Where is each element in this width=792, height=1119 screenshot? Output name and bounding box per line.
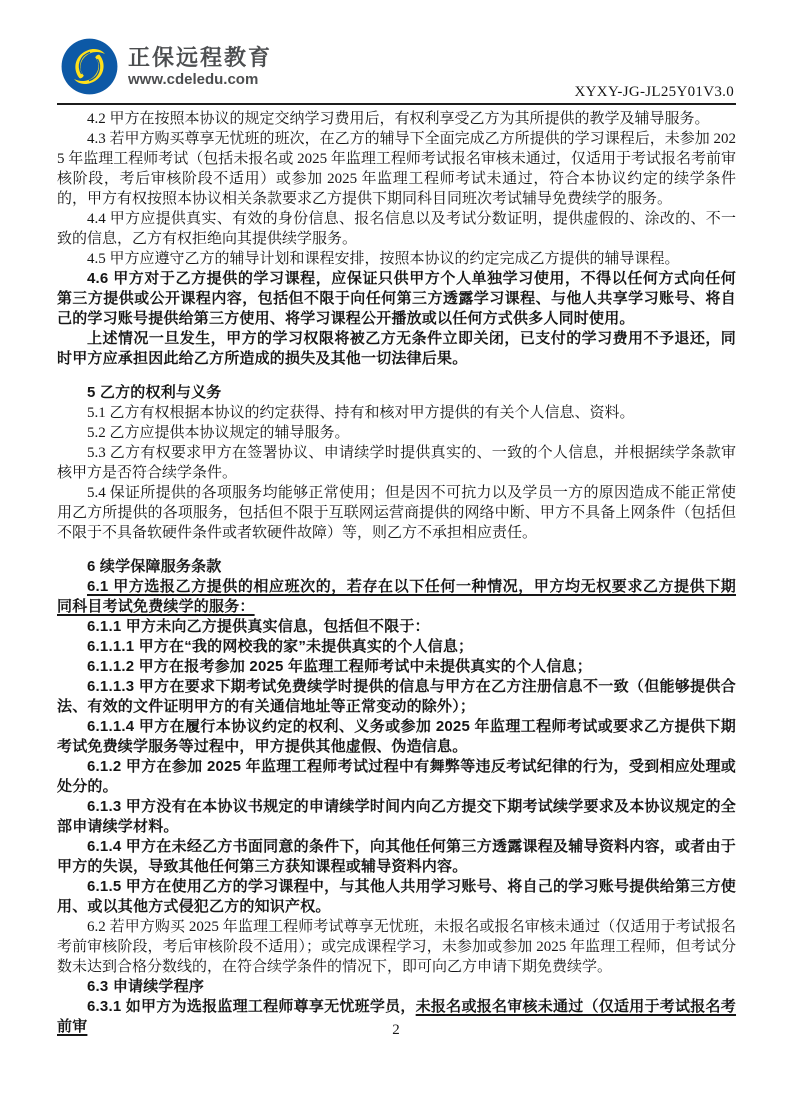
paragraph-text: 5.3 乙方有权要求甲方在签署协议、申请续学时提供真实的、一致的个人信息，并根据续学条款审核甲方是否符合续学条件。 bbox=[57, 445, 736, 481]
paragraph-text: 4.3 若甲方购买尊享无忧班的班次，在乙方的辅导下全面完成乙方所提供的学习课程后，未参加 2025 年监理工程师考试（包括未报名或 2025 年监理工程师考试报名审核未通过，仅适用于考试报名考前审核阶段，考后审核阶段不适用）或参加 2025 年监理工程师考试未通过，符合本协议约定的续学条件的，甲方有权按照本协议相关条款要求乙方提供下期同科目同班次考试辅导免费续学的服务。 bbox=[57, 131, 736, 207]
clause-4-3 bbox=[57, 129, 736, 209]
clause-5-1 bbox=[57, 403, 736, 423]
paragraph-text: 5.1 乙方有权根据本协议的约定获得、持有和核对甲方提供的有关个人信息、资料。 bbox=[87, 405, 635, 421]
clause-6-1-3 bbox=[57, 797, 736, 837]
paragraph-text: 6.1.3 甲方没有在本协议书规定的申请续学时间内向乙方提交下期考试续学要求及本协议规定的全部申请续学材料。 bbox=[57, 798, 736, 835]
clause-4-2 bbox=[57, 109, 736, 129]
paragraph-text: 5 乙方的权利与义务 bbox=[87, 384, 222, 401]
clause-5-3 bbox=[57, 443, 736, 483]
paragraph-text: 4.4 甲方应提供真实、有效的身份信息、报名信息以及考试分数证明，提供虚假的、涂改的、不一致的信息，乙方有权拒绝向其提供续学服务。 bbox=[57, 211, 736, 247]
section-6-heading bbox=[57, 557, 736, 577]
document-body bbox=[57, 109, 736, 1037]
paragraph-text: 6.3 申请续学程序 bbox=[87, 978, 205, 995]
paragraph-text: 5.4 保证所提供的各项服务均能够正常使用；但是因不可抗力以及学员一方的原因造成不能正常使用乙方所提供的各项服务，包括但不限于互联网运营商提供的网络中断、甲方不具备上网条件（包括但不限于不具备软硬件条件或者软硬件故障）等，则乙方不承担相应责任。 bbox=[57, 485, 736, 541]
clause-6-1 bbox=[57, 577, 736, 617]
clause-6-1-1-3 bbox=[57, 677, 736, 717]
page-footer bbox=[0, 1022, 792, 1039]
paragraph-text: 6.1.4 甲方在未经乙方书面同意的条件下，向其他任何第三方透露课程及辅导资料内容，或者由于甲方的失误，导致其他任何第三方获知课程或辅导资料内容。 bbox=[57, 838, 736, 875]
paragraph-text: 6.2 若甲方购买 2025 年监理工程师考试尊享无忧班，未报名或报名审核未通过（仅适用于考试报名考前审核阶段，考后审核阶段不适用）；或完成课程学习，未参加或参加 2025 年监理工程师，但考试分数未达到合格分数线的，在符合续学条件的情况下，即可向乙方申请下期免费续学。 bbox=[57, 919, 736, 975]
paragraph-text: 6.1.2 甲方在参加 2025 年监理工程师考试过程中有舞弊等违反考试纪律的行为，受到相应处理或处分的。 bbox=[57, 758, 736, 795]
paragraph-text: 6.1.5 甲方在使用乙方的学习课程中，与其他人共用学习账号、将自己的学习账号提供给第三方使用、或以其他方式侵犯乙方的知识产权。 bbox=[57, 878, 736, 915]
clause-6-1-1-1 bbox=[57, 637, 736, 657]
paragraph-text: 4.5 甲方应遵守乙方的辅导计划和课程安排，按照本协议的约定完成乙方提供的辅导课程。 bbox=[87, 251, 680, 267]
clause-5-4 bbox=[57, 483, 736, 543]
paragraph-text: 6.3.1 如甲方为选报监理工程师尊享无忧班学员， bbox=[87, 998, 416, 1015]
clause-6-1-1-4 bbox=[57, 717, 736, 757]
brand-text-block bbox=[128, 45, 272, 89]
clause-6-3-heading bbox=[57, 977, 736, 997]
clause-4-5 bbox=[57, 249, 736, 269]
brand-name: 正保远程教育 bbox=[128, 44, 273, 70]
clause-5-2 bbox=[57, 423, 736, 443]
clause-4-4 bbox=[57, 209, 736, 249]
clause-6-1-1 bbox=[57, 617, 736, 637]
clause-4-6 bbox=[57, 269, 736, 329]
clause-6-1-2 bbox=[57, 757, 736, 797]
page-header bbox=[57, 0, 736, 105]
clause-4-6-consequence bbox=[57, 329, 736, 369]
section-5-heading bbox=[57, 383, 736, 403]
document-code: XYXY-JG-JL25Y01V3.0 bbox=[574, 84, 734, 100]
page-number: 2 bbox=[392, 1022, 400, 1038]
brand-website: www.cdeledu.com bbox=[128, 70, 259, 88]
paragraph-text: 6.1.1.1 甲方在“我的网校我的家”未提供真实的个人信息； bbox=[87, 638, 474, 655]
clause-6-1-5 bbox=[57, 877, 736, 917]
paragraph-text: 6.1.1 甲方未向乙方提供真实信息，包括但不限于： bbox=[87, 618, 430, 635]
paragraph-text: 上述情况一旦发生，甲方的学习权限将被乙方无条件立即关闭，已支付的学习费用不予退还，同时甲方应承担因此给乙方所造成的损失及其他一切法律后果。 bbox=[57, 330, 736, 367]
paragraph-text: 未报名或报名审核未通过（仅适用于考试报名考前审 bbox=[57, 998, 737, 1035]
paragraph-text: 6.1 甲方选报乙方提供的相应班次的，若存在以下任何一种情况，甲方均无权要求乙方提供下期同科目考试免费续学的服务： bbox=[57, 578, 736, 615]
brand-logo bbox=[61, 38, 272, 95]
paragraph-text: 6.1.1.4 甲方在履行本协议约定的权利、义务或参加 2025 年监理工程师考试或要求乙方提供下期考试免费续学服务等过程中，甲方提供其他虚假、伪造信息。 bbox=[57, 718, 736, 755]
paragraph-text: 4.6 甲方对于乙方提供的学习课程，应保证只供甲方个人单独学习使用，不得以任何方式向任何第三方提供或公开课程内容，包括但不限于向任何第三方透露学习课程、与他人共享学习账号、将自己的学习账号提供给第三方使用、将学习课程公开播放或以任何方式供多人同时使用。 bbox=[57, 270, 736, 327]
cdel-swirl-globe-icon bbox=[61, 38, 118, 95]
clause-6-2 bbox=[57, 917, 736, 977]
paragraph-text: 6.1.1.3 甲方在要求下期考试免费续学时提供的信息与甲方在乙方注册信息不一致（但能够提供合法、有效的文件证明甲方的有关通信地址等正常变动的除外）； bbox=[57, 678, 736, 715]
paragraph-text: 6 续学保障服务条款 bbox=[87, 558, 222, 575]
paragraph-text: 5.2 乙方应提供本协议规定的辅导服务。 bbox=[87, 425, 350, 441]
clause-6-1-4 bbox=[57, 837, 736, 877]
paragraph-text: 6.1.1.2 甲方在报考参加 2025 年监理工程师考试中未提供真实的个人信息； bbox=[87, 658, 592, 675]
clause-6-1-1-2 bbox=[57, 657, 736, 677]
paragraph-text: 4.2 甲方在按照本协议的规定交纳学习费用后，有权利享受乙方为其所提供的教学及辅导服务。 bbox=[87, 111, 710, 127]
